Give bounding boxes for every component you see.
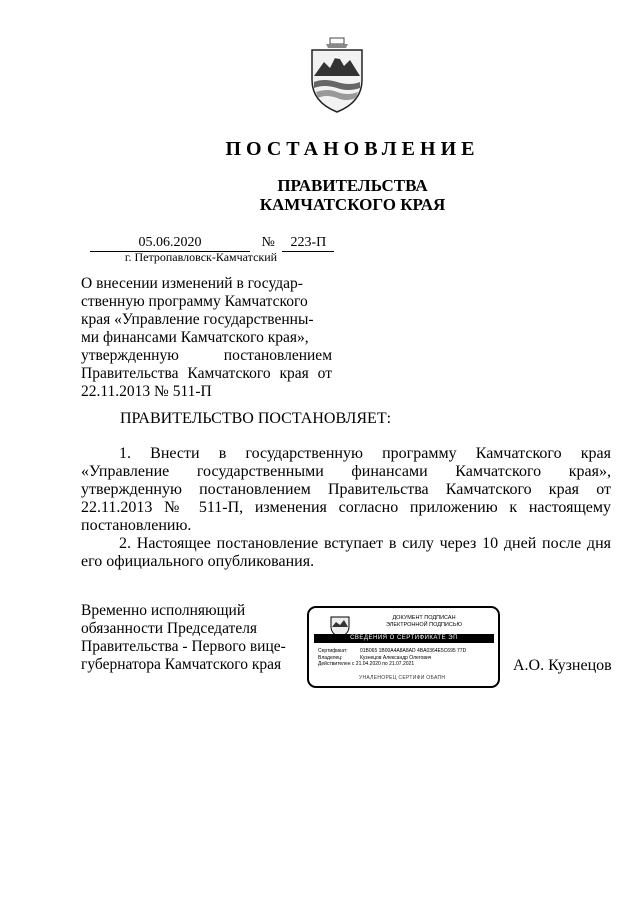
signatory-position <box>81 602 286 674</box>
kamchatka-coat-of-arms-icon <box>304 36 370 114</box>
stamp-details <box>318 648 466 668</box>
document-number: 223-П <box>282 235 334 252</box>
issuer-line-1: ПРАВИТЕЛЬСТВА <box>277 176 428 195</box>
signatory-name: А.О. Кузнецов <box>513 657 612 674</box>
subject-line: 22.11.2013 № 511-П <box>81 383 212 400</box>
document-title: ПОСТАНОВЛЕНИЕ <box>225 138 480 160</box>
subject-line: утвержденную постановлением <box>81 347 332 364</box>
subject-line: ственную программу Камчатского <box>81 293 308 310</box>
electronic-signature-stamp <box>307 606 500 688</box>
stamp-footer: УНАЛЕНОРЕЦ СЕРТИФИ ОБАПН <box>359 675 446 681</box>
stamp-heading-line-1: ДОКУМЕНТ ПОДПИСАН <box>392 615 456 621</box>
subject-line: края «Управление государственны- <box>81 311 314 328</box>
paragraph-2: 2. Настоящее постановление вступает в силу через 10 дней после дня его официального опубликования. <box>81 535 611 570</box>
cert-value: 01B065 1B00A4A8A8AD 4BA0364E5C695 77D <box>360 648 467 654</box>
validity: Действителен с 21.04.2020 по 21.07.2021 <box>318 661 415 667</box>
city: г. Петропавловск-Камчатский <box>124 250 278 264</box>
stamp-heading <box>369 615 479 629</box>
position-line: обязанности Председателя <box>81 620 258 637</box>
owner-label: Владелец: <box>318 654 343 661</box>
issuer <box>0 176 640 214</box>
body-text <box>81 445 611 571</box>
position-line: губернатора Камчатского края <box>81 656 282 673</box>
cert-label: Сертификат: <box>318 648 348 654</box>
subject-block <box>81 275 332 401</box>
stamp-heading-line-2: ЭЛЕКТРОННОЙ ПОДПИСЬЮ <box>385 622 463 628</box>
subject-line: О внесении изменений в государ- <box>81 275 303 292</box>
position-line: Правительства - Первого вице- <box>81 638 286 655</box>
decree-heading: ПРАВИТЕЛЬСТВО ПОСТАНОВЛЯЕТ: <box>120 410 392 427</box>
issuer-line-2: КАМЧАТСКОГО КРАЯ <box>259 195 446 214</box>
owner-value: Кузнецов Александр Олегович <box>360 654 432 661</box>
number-label: № <box>261 235 275 250</box>
paragraph-1: 1. Внести в государственную программу Камчатского края «Управление государственными финансами Камчатского края», утвержденную постановлением Правительства Камчатского края от 22.11.2013 № 511-П, изменения согласно приложению к настоящему постановлению. <box>81 445 611 534</box>
subject-line: ми финансами Камчатского края», <box>81 329 309 346</box>
stamp-certificate-bar: СВЕДЕНИЯ О СЕРТИФИКАТЕ ЭП <box>314 634 494 643</box>
document-date: 05.06.2020 <box>90 235 250 252</box>
position-line: Временно исполняющий <box>81 602 246 619</box>
subject-line: Правительства Камчатского края от <box>81 365 332 382</box>
